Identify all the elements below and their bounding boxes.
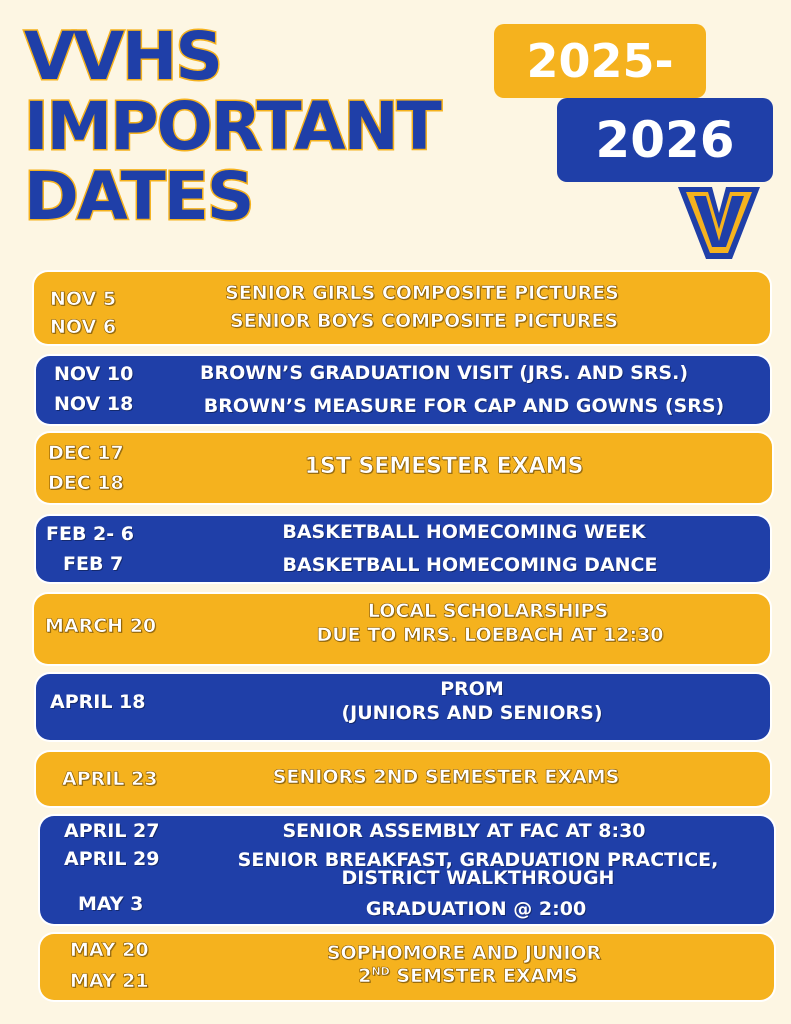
year-badge-top: 2025-: [494, 24, 706, 98]
event-date: MAY 3: [78, 893, 144, 915]
ordinal-suffix: ND: [371, 965, 390, 978]
title-line-3: DATES: [24, 158, 253, 235]
event-date: NOV 10: [54, 363, 134, 385]
event-text: BASKETBALL HOMECOMING DANCE: [282, 554, 658, 576]
event-text: PROM: [440, 678, 504, 700]
school-logo-v-icon: [676, 183, 762, 261]
event-date: NOV 18: [54, 393, 134, 415]
event-text: SENIOR BOYS COMPOSITE PICTURES: [229, 310, 619, 332]
event-text: [358, 965, 578, 987]
event-date: NOV 6: [50, 316, 117, 338]
event-date: MAY 20: [70, 939, 149, 961]
event-text: GRADUATION @ 2:00: [365, 898, 587, 920]
event-text: SENIOR BREAKFAST, GRADUATION PRACTICE,: [237, 849, 719, 871]
ordinal-number: 2: [358, 965, 372, 987]
event-band-april-27: [40, 816, 774, 924]
event-band-dec-17: [36, 433, 772, 503]
event-text: SOPHOMORE AND JUNIOR: [326, 942, 602, 964]
event-date: DEC 18: [48, 472, 124, 494]
event-date: FEB 2- 6: [46, 523, 134, 545]
event-text: BROWN’S MEASURE FOR CAP AND GOWNS (SRS): [203, 395, 725, 417]
event-text: LOCAL SCHOLARSHIPS: [367, 600, 609, 622]
event-text: BROWN’S GRADUATION VISIT (JRS. AND SRS.): [199, 362, 689, 384]
event-date: APRIL 18: [50, 691, 146, 713]
event-date: MAY 21: [70, 970, 149, 992]
event-band-nov-5: [34, 272, 770, 344]
event-text: SENIORS 2ND SEMESTER EXAMS: [272, 766, 620, 788]
event-text: (JUNIORS AND SENIORS): [341, 702, 603, 724]
title-line-1: VVHS: [24, 18, 221, 95]
event-text: BASKETBALL HOMECOMING WEEK: [282, 521, 646, 543]
event-date: APRIL 29: [64, 848, 160, 870]
event-date: DEC 17: [48, 442, 124, 464]
event-text: DISTRICT WALKTHROUGH: [341, 867, 615, 889]
event-text-rest: SEMSTER EXAMS: [389, 965, 578, 987]
event-text: DUE TO MRS. LOEBACH AT 12:30: [316, 624, 664, 646]
event-band-nov-10: [36, 356, 770, 424]
event-band-april-23: [36, 752, 770, 806]
event-text: SENIOR GIRLS COMPOSITE PICTURES: [225, 282, 619, 304]
event-date: APRIL 27: [64, 820, 160, 842]
event-band-april-18: [36, 674, 770, 740]
event-band-march-20: [34, 594, 770, 664]
event-band-may-20: [40, 934, 774, 1000]
event-text: SENIOR ASSEMBLY AT FAC AT 8:30: [282, 820, 646, 842]
event-date: MARCH 20: [45, 615, 157, 637]
event-date: APRIL 23: [62, 768, 158, 790]
year-badge-bottom: 2026: [557, 98, 773, 182]
event-date: NOV 5: [50, 288, 117, 310]
page-title: [24, 18, 440, 235]
event-date: FEB 7: [63, 553, 124, 575]
event-band-feb-2: [36, 516, 770, 582]
event-text: 1ST SEMESTER EXAMS: [304, 454, 584, 479]
title-line-2: IMPORTANT: [24, 88, 440, 165]
